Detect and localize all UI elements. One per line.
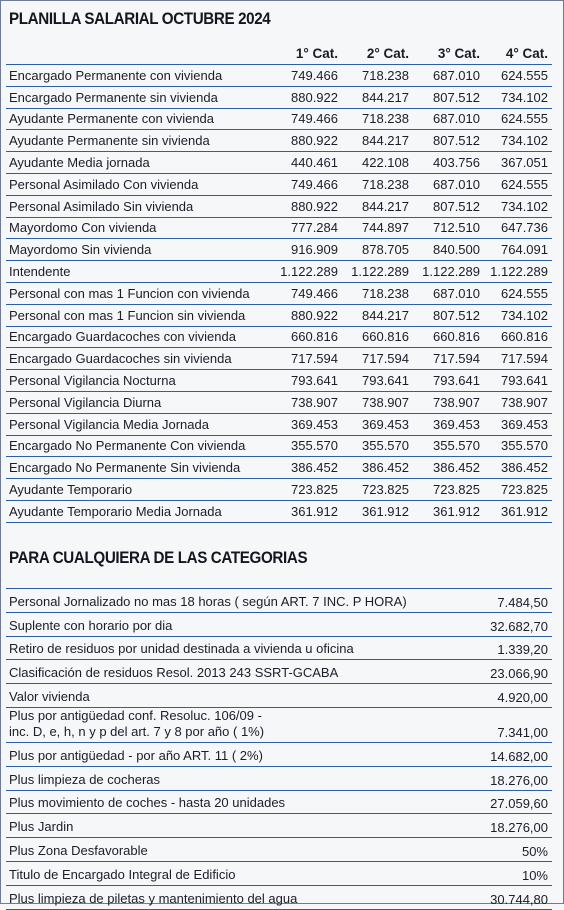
extras-row bbox=[6, 861, 552, 885]
salary-row bbox=[6, 304, 552, 326]
salary-cat-1-value: 440.461 bbox=[271, 152, 342, 174]
salary-cat-1-value: 738.907 bbox=[271, 391, 342, 413]
salary-cat-1-value: 723.825 bbox=[271, 479, 342, 501]
extras-description bbox=[6, 589, 446, 613]
extras-row bbox=[6, 742, 552, 766]
position-name: Personal Vigilancia Diurna bbox=[6, 391, 271, 413]
salary-cat-2-value: 422.108 bbox=[342, 152, 413, 174]
salary-cat-4-value: 764.091 bbox=[484, 239, 552, 261]
position-name: Ayudante Temporario Media Jornada bbox=[6, 500, 271, 522]
extras-table bbox=[6, 588, 552, 910]
salary-cat-4-value: 717.594 bbox=[484, 348, 552, 370]
extras-description-line: Retiro de residuos por unidad destinada a vivienda u oficina bbox=[9, 641, 354, 657]
salary-cat-2-value: 844.217 bbox=[342, 86, 413, 108]
position-name: Personal Vigilancia Media Jornada bbox=[6, 413, 271, 435]
salary-cat-2-value: 718.238 bbox=[342, 173, 413, 195]
position-name: Intendente bbox=[6, 261, 271, 283]
extras-description bbox=[6, 766, 446, 790]
extras-value: 4.920,00 bbox=[446, 684, 552, 708]
salary-cat-2-value: 793.641 bbox=[342, 370, 413, 392]
salary-cat-3-value: 807.512 bbox=[413, 195, 484, 217]
salary-cat-2-value: 355.570 bbox=[342, 435, 413, 457]
extras-value: 30.744,80 bbox=[446, 885, 552, 909]
salary-cat-4-value: 369.453 bbox=[484, 413, 552, 435]
extras-row bbox=[6, 636, 552, 660]
extras-description-line: Plus limpieza de cocheras bbox=[9, 771, 161, 787]
salary-cat-2-value: 660.816 bbox=[342, 326, 413, 348]
salary-cat-1-value: 369.453 bbox=[271, 413, 342, 435]
salary-cat-2-value: 361.912 bbox=[342, 500, 413, 522]
extras-description-line: Personal Jornalizado no mas 18 horas ( según ART. 7 INC. P HORA) bbox=[9, 593, 407, 609]
position-name: Ayudante Permanente con vivienda bbox=[6, 108, 271, 130]
position-name: Mayordomo Con vivienda bbox=[6, 217, 271, 239]
salary-cat-3-value: 361.912 bbox=[413, 500, 484, 522]
salary-cat-4-value: 734.102 bbox=[484, 195, 552, 217]
extras-description-line: Plus por antigüedad conf. Resoluc. 106/09 - bbox=[9, 707, 262, 723]
position-name: Ayudante Temporario bbox=[6, 479, 271, 501]
salary-table bbox=[6, 42, 552, 523]
salary-cat-4-value: 386.452 bbox=[484, 457, 552, 479]
salary-cat-3-value: 687.010 bbox=[413, 65, 484, 87]
salary-cat-3-value: 687.010 bbox=[413, 108, 484, 130]
salary-cat-4-value: 367.051 bbox=[484, 152, 552, 174]
extras-row bbox=[6, 612, 552, 636]
salary-row bbox=[6, 86, 552, 108]
position-name: Personal Asimilado Con vivienda bbox=[6, 173, 271, 195]
salary-cat-4-value: 1.122.289 bbox=[484, 261, 552, 283]
salary-cat-1-value: 749.466 bbox=[271, 108, 342, 130]
position-name: Encargado Permanente sin vivienda bbox=[6, 86, 271, 108]
salary-row bbox=[6, 479, 552, 501]
header-position bbox=[6, 42, 271, 65]
salary-row bbox=[6, 457, 552, 479]
salary-cat-1-value: 361.912 bbox=[271, 500, 342, 522]
extras-description bbox=[6, 612, 446, 636]
salary-row bbox=[6, 130, 552, 152]
extras-value: 27.059,60 bbox=[446, 790, 552, 814]
salary-cat-2-value: 723.825 bbox=[342, 479, 413, 501]
salary-row bbox=[6, 282, 552, 304]
position-name: Personal Asimilado Sin vivienda bbox=[6, 195, 271, 217]
salary-row bbox=[6, 152, 552, 174]
salary-row bbox=[6, 391, 552, 413]
salary-row bbox=[6, 326, 552, 348]
salary-cat-1-value: 749.466 bbox=[271, 65, 342, 87]
header-category-3: 3° Cat. bbox=[437, 45, 480, 61]
extras-value: 7.341,00 bbox=[446, 707, 552, 742]
position-name: Personal con mas 1 Funcion sin vivienda bbox=[6, 304, 271, 326]
extras-row bbox=[6, 814, 552, 838]
salary-cat-4-value: 738.907 bbox=[484, 391, 552, 413]
salary-cat-2-value: 718.238 bbox=[342, 108, 413, 130]
position-name: Mayordomo Sin vivienda bbox=[6, 239, 271, 261]
extras-value: 14.682,00 bbox=[446, 742, 552, 766]
extras-description bbox=[6, 861, 446, 885]
salary-row bbox=[6, 500, 552, 522]
salary-cat-1-value: 793.641 bbox=[271, 370, 342, 392]
position-name: Encargado Guardacoches con vivienda bbox=[6, 326, 271, 348]
salary-cat-4-value: 734.102 bbox=[484, 304, 552, 326]
extras-row bbox=[6, 766, 552, 790]
salary-table-title: PLANILLA SALARIAL OCTUBRE 2024 bbox=[9, 10, 271, 28]
salary-row bbox=[6, 413, 552, 435]
extras-description bbox=[6, 660, 446, 684]
salary-table-body bbox=[6, 65, 552, 523]
salary-cat-3-value: 386.452 bbox=[413, 457, 484, 479]
salary-cat-2-value: 386.452 bbox=[342, 457, 413, 479]
position-name: Encargado Permanente con vivienda bbox=[6, 65, 271, 87]
salary-cat-1-value: 717.594 bbox=[271, 348, 342, 370]
extras-description-line: Plus Zona Desfavorable bbox=[9, 842, 148, 858]
salary-header-row bbox=[6, 42, 552, 65]
extras-table-title: PARA CUALQUIERA DE LAS CATEGORIAS bbox=[9, 549, 308, 567]
salary-cat-1-value: 880.922 bbox=[271, 195, 342, 217]
salary-cat-1-value: 749.466 bbox=[271, 173, 342, 195]
extras-description bbox=[6, 707, 446, 742]
salary-row bbox=[6, 108, 552, 130]
extras-row bbox=[6, 885, 552, 909]
salary-cat-2-value: 718.238 bbox=[342, 65, 413, 87]
extras-table-body bbox=[6, 589, 552, 910]
extras-value: 1.339,20 bbox=[446, 636, 552, 660]
header-category-1: 1° Cat. bbox=[295, 45, 338, 61]
extras-description bbox=[6, 838, 446, 862]
salary-cat-2-value: 844.217 bbox=[342, 130, 413, 152]
salary-cat-2-value: 738.907 bbox=[342, 391, 413, 413]
salary-cat-3-value: 660.816 bbox=[413, 326, 484, 348]
extras-description-line: Titulo de Encargado Integral de Edificio bbox=[9, 866, 236, 882]
extras-row bbox=[6, 790, 552, 814]
position-name: Encargado Guardacoches sin vivienda bbox=[6, 348, 271, 370]
salary-cat-4-value: 355.570 bbox=[484, 435, 552, 457]
salary-cat-4-value: 624.555 bbox=[484, 65, 552, 87]
salary-cat-2-value: 717.594 bbox=[342, 348, 413, 370]
salary-cat-2-value: 744.897 bbox=[342, 217, 413, 239]
extras-value: 32.682,70 bbox=[446, 612, 552, 636]
salary-cat-1-value: 880.922 bbox=[271, 86, 342, 108]
header-category-2: 2° Cat. bbox=[366, 45, 409, 61]
salary-cat-3-value: 723.825 bbox=[413, 479, 484, 501]
salary-cat-3-value: 403.756 bbox=[413, 152, 484, 174]
extras-value: 23.066,90 bbox=[446, 660, 552, 684]
salary-cat-1-value: 355.570 bbox=[271, 435, 342, 457]
position-name: Encargado No Permanente Con vivienda bbox=[6, 435, 271, 457]
extras-row bbox=[6, 660, 552, 684]
salary-cat-2-value: 844.217 bbox=[342, 304, 413, 326]
extras-description-line: Clasificación de residuos Resol. 2013 243 SSRT-GCABA bbox=[9, 665, 339, 681]
salary-cat-3-value: 807.512 bbox=[413, 86, 484, 108]
salary-row bbox=[6, 239, 552, 261]
salary-cat-4-value: 734.102 bbox=[484, 130, 552, 152]
extras-description-line: Suplente con horario por dia bbox=[9, 617, 173, 633]
extras-description bbox=[6, 684, 446, 708]
extras-description bbox=[6, 814, 446, 838]
salary-cat-1-value: 1.122.289 bbox=[271, 261, 342, 283]
salary-cat-2-value: 1.122.289 bbox=[342, 261, 413, 283]
extras-value: 18.276,00 bbox=[446, 814, 552, 838]
salary-row bbox=[6, 348, 552, 370]
header-category-4: 4° Cat. bbox=[505, 45, 548, 61]
extras-row bbox=[6, 707, 552, 742]
salary-cat-4-value: 624.555 bbox=[484, 282, 552, 304]
position-name: Ayudante Media jornada bbox=[6, 152, 271, 174]
salary-cat-3-value: 807.512 bbox=[413, 304, 484, 326]
salary-row bbox=[6, 217, 552, 239]
salary-cat-2-value: 878.705 bbox=[342, 239, 413, 261]
salary-row bbox=[6, 195, 552, 217]
extras-description-line: Plus limpieza de piletas y mantenimiento del agua bbox=[9, 890, 298, 906]
salary-cat-3-value: 717.594 bbox=[413, 348, 484, 370]
salary-cat-3-value: 687.010 bbox=[413, 173, 484, 195]
extras-description bbox=[6, 885, 446, 909]
salary-cat-3-value: 355.570 bbox=[413, 435, 484, 457]
position-name: Encargado No Permanente Sin vivienda bbox=[6, 457, 271, 479]
extras-value: 50% bbox=[446, 838, 552, 862]
salary-cat-1-value: 749.466 bbox=[271, 282, 342, 304]
salary-row bbox=[6, 370, 552, 392]
salary-cat-3-value: 840.500 bbox=[413, 239, 484, 261]
extras-row bbox=[6, 684, 552, 708]
extras-value: 10% bbox=[446, 861, 552, 885]
salary-cat-2-value: 844.217 bbox=[342, 195, 413, 217]
salary-cat-1-value: 660.816 bbox=[271, 326, 342, 348]
salary-cat-4-value: 723.825 bbox=[484, 479, 552, 501]
salary-cat-2-value: 718.238 bbox=[342, 282, 413, 304]
extras-row bbox=[6, 838, 552, 862]
position-name: Ayudante Permanente sin vivienda bbox=[6, 130, 271, 152]
extras-description bbox=[6, 636, 446, 660]
salary-row bbox=[6, 173, 552, 195]
salary-cat-4-value: 361.912 bbox=[484, 500, 552, 522]
salary-cat-4-value: 624.555 bbox=[484, 108, 552, 130]
extras-description-line: Valor vivienda bbox=[9, 688, 90, 704]
extras-description-line: Plus Jardin bbox=[9, 819, 74, 835]
salary-cat-4-value: 660.816 bbox=[484, 326, 552, 348]
extras-value: 7.484,50 bbox=[446, 589, 552, 613]
salary-cat-1-value: 880.922 bbox=[271, 130, 342, 152]
extras-description bbox=[6, 742, 446, 766]
salary-cat-3-value: 793.641 bbox=[413, 370, 484, 392]
salary-cat-3-value: 1.122.289 bbox=[413, 261, 484, 283]
salary-cat-2-value: 369.453 bbox=[342, 413, 413, 435]
salary-row bbox=[6, 261, 552, 283]
salary-cat-1-value: 880.922 bbox=[271, 304, 342, 326]
salary-cat-3-value: 687.010 bbox=[413, 282, 484, 304]
extras-row bbox=[6, 589, 552, 613]
position-name: Personal Vigilancia Nocturna bbox=[6, 370, 271, 392]
salary-cat-4-value: 624.555 bbox=[484, 173, 552, 195]
salary-cat-4-value: 793.641 bbox=[484, 370, 552, 392]
salary-row bbox=[6, 435, 552, 457]
salary-cat-4-value: 734.102 bbox=[484, 86, 552, 108]
salary-cat-4-value: 647.736 bbox=[484, 217, 552, 239]
salary-cat-3-value: 712.510 bbox=[413, 217, 484, 239]
salary-cat-1-value: 916.909 bbox=[271, 239, 342, 261]
salary-cat-1-value: 777.284 bbox=[271, 217, 342, 239]
salary-cat-1-value: 386.452 bbox=[271, 457, 342, 479]
position-name: Personal con mas 1 Funcion con vivienda bbox=[6, 282, 271, 304]
extras-description-line: Plus movimiento de coches - hasta 20 unidades bbox=[9, 795, 286, 811]
salary-cat-3-value: 369.453 bbox=[413, 413, 484, 435]
extras-description-line: inc. D, e, h, n y p del art. 7 y 8 por año ( 1%) bbox=[9, 723, 265, 739]
extras-value: 18.276,00 bbox=[446, 766, 552, 790]
salary-cat-3-value: 738.907 bbox=[413, 391, 484, 413]
extras-description bbox=[6, 790, 446, 814]
salary-row bbox=[6, 65, 552, 87]
salary-cat-3-value: 807.512 bbox=[413, 130, 484, 152]
extras-description-line: Plus por antigüedad - por año ART. 11 ( 2%) bbox=[9, 747, 263, 763]
